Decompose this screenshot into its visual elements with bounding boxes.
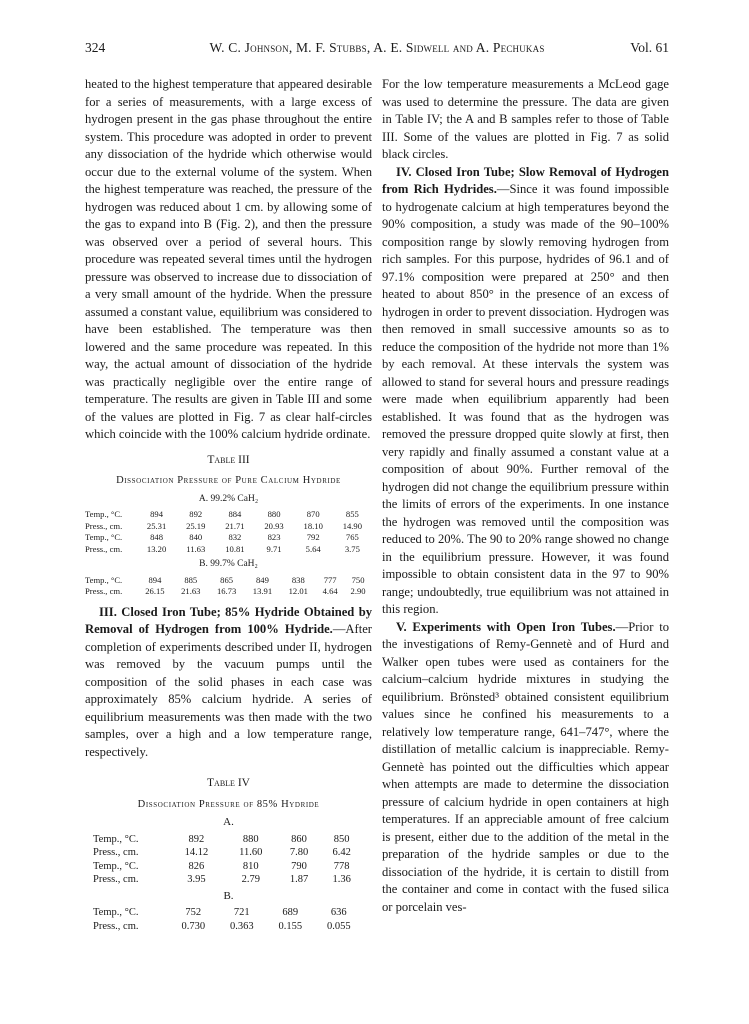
table-cell: 894 xyxy=(148,574,162,585)
volume-label: Vol. 61 xyxy=(630,40,669,55)
table-cell: 850 xyxy=(333,833,350,845)
table-cell: 750 xyxy=(351,574,365,585)
section4-paragraph xyxy=(382,164,669,619)
row-label: Temp., °C. xyxy=(93,907,139,918)
section3-text: —After completion of experiments described under II, hydrogen was removed by the vacuum pumps until the composition of the solid phases in each case was approximately 85% calcium hydride. A series of equilibrium measurements was then made with the two samples, over a high and a low temperature range, respectively. xyxy=(85,622,372,759)
table-cell: 11.63 xyxy=(186,543,206,554)
row-label: Temp., °C. xyxy=(85,532,123,542)
table-cell: 3.75 xyxy=(344,543,360,554)
table-cell: 14.90 xyxy=(342,520,363,531)
table-row xyxy=(85,509,372,521)
section4-heading: IV. Closed Iron Tube; Slow Removal of Hydrogen from Rich Hydrides. xyxy=(382,164,669,196)
table-cell: 752 xyxy=(185,907,202,918)
table-cell: 792 xyxy=(306,532,320,542)
table-cell: 20.93 xyxy=(264,520,284,531)
table-cell: 885 xyxy=(184,574,198,585)
running-header xyxy=(85,40,669,60)
row-label: Press., cm. xyxy=(85,586,123,596)
table-row xyxy=(85,521,372,533)
table3-section-a: A. 99.2% CaH₂ xyxy=(198,493,259,504)
page-number: 324 xyxy=(85,40,106,55)
table4-section-a: A. xyxy=(223,816,234,828)
table-cell: 892 xyxy=(189,509,203,519)
table-cell: 848 xyxy=(150,532,164,542)
row-label: Temp., °C. xyxy=(93,833,139,845)
table-cell: 880 xyxy=(242,833,259,845)
table-cell: 790 xyxy=(291,860,307,872)
section5-heading: V. Experiments with Open Iron Tubes. xyxy=(396,619,616,634)
table-cell: 0.055 xyxy=(326,920,351,932)
table-cell: 823 xyxy=(267,532,281,542)
table-cell: 880 xyxy=(267,509,281,519)
table-cell: 870 xyxy=(306,509,320,519)
table-cell: 14.12 xyxy=(184,847,209,858)
table-cell: 838 xyxy=(291,574,305,585)
table-cell: 26.15 xyxy=(145,586,165,596)
table4-subtitle: Dissociation Pressure of 85% Hydride xyxy=(137,798,320,810)
table3-part-a xyxy=(85,509,372,555)
table-cell: 13.20 xyxy=(146,543,167,554)
table-cell: 0.730 xyxy=(181,920,206,932)
table-cell: 849 xyxy=(256,574,269,585)
table-row xyxy=(85,532,372,544)
right-paragraph-1: For the low temperature measurements a McLeod gage was used to determine the pressure. The data are given in Table IV; the A and B samples refer to those of Table III. Some of the values are plotted in Fig. 7 as solid black circles. xyxy=(382,77,669,161)
table-cell: 9.71 xyxy=(266,543,282,554)
table-cell: 0.363 xyxy=(229,920,254,932)
row-label: Press., cm. xyxy=(93,920,139,932)
table-cell: 689 xyxy=(282,907,299,918)
table-cell: 2.90 xyxy=(350,586,366,596)
section4-text: —Since it was found impossible to hydrogenate calcium at high temperatures beyond the 90% composition, a study was made of the 90–100% composition range by slowly removing hydrogen from rich samples. For this purpose, hydrides of 96.1 and of 97.1% composition were prepared at 250° and then heated to about 850° in the presence of an excess of hydrogen in order to prevent dissociation. Hydrogen was then removed in small successive amounts so as to reduce the composition of the hydride not more than 1% by each removal. At these intervals the system was allowed to stand for several hours and pressure readings were made when equilibrium apparently had been established. It was found that as the hydrogen was removed the pressure dropped quite slowly at first, then very rapidly and finally assumed a constant value at a composition of about 90%. Further removal of the hydrogen did not change the equilibrium pressure within the limits of errors of the experiments. In one instance the hydrogen was removed until the composition was reduced to 20%. The 90 to 20% range showed no change in the equilibrium pressure. However, it was found impossible to obtain consistent data in the 97 to 90% range; undoubtedly, true equilibrium was not attained in this region. xyxy=(382,182,669,616)
row-label: Press., cm. xyxy=(93,874,139,885)
table-cell: 7.80 xyxy=(289,847,309,858)
table-cell: 860 xyxy=(291,833,307,845)
row-label: Press., cm. xyxy=(85,543,123,554)
table-cell: 777 xyxy=(323,574,337,585)
row-label: Press., cm. xyxy=(93,847,139,858)
table-cell: 865 xyxy=(220,574,234,585)
table-cell: 892 xyxy=(188,833,205,845)
section3-paragraph xyxy=(85,604,372,762)
table-cell: 721 xyxy=(233,907,250,918)
table-cell: 3.95 xyxy=(187,874,206,885)
section5-text: —Prior to the investigations of Remy-Gennetè and of Hurd and Walker open tubes were used as containers for the calcium–calcium hydride mixtures in studying the equilibrium. Brönsted³ obtained consistent equilibrium values since he confined his measurements to a relatively low temperature range, 641–747°, where the distillation of metallic calcium is inappreciable. Remy-Gennetè has pointed out the difficulties which appear when attempts are made to determine the dissociation pressure of calcium hydride in open containers at high temperatures. If an appreciable amount of free calcium is present, either due to the addition of the metal in the preparation of the hydride samples or due to the dissociation of the hydride, it is certain to distill from the container and come in contact with the fused silica or porcelain ves- xyxy=(382,619,669,914)
table3-subtitle: Dissociation Pressure of Pure Calcium Hydride xyxy=(116,475,341,486)
table-row xyxy=(85,544,372,556)
right-column xyxy=(382,76,669,916)
table-cell: 840 xyxy=(189,532,203,542)
table-cell: 0.155 xyxy=(278,920,303,932)
table-cell: 12.01 xyxy=(288,586,308,596)
table3-section-b: B. 99.7% CaH₂ xyxy=(199,559,258,569)
table-cell: 1.87 xyxy=(289,874,309,885)
table-row xyxy=(93,833,363,847)
table4-part-b xyxy=(93,906,363,933)
table-cell: 6.42 xyxy=(332,847,351,858)
left-paragraph-1: heated to the highest temperature that appeared desirable for a series of measurements, with a large excess of hydrogen present in the gas phase throughout the entire system. This procedure was adopted in order to prevent any dissociation of the hydride which otherwise would occur due to the external volume of the system. When the highest temperature was reached, the pressure of the hydrogen was reduced about 1 cm. by allowing some of the gas to expand into B (Fig. 2), and then the pressure was observed over a period of several hours. This procedure was repeated several times until the hydrogen pressure was observed to increase due to dissociation of a very small amount of the hydride. When the pressure assumed a constant value, equilibrium was considered to have been established. The temperature was then lowered and the same procedure was repeated. In this way, the actual amount of dissociation of the hydride was practically negligible over the entire range of temperature. The results are given in Table III and some of the values are plotted in Fig. 7 as clear half-circles which coincide with the 100% calcium hydride ordinate. xyxy=(85,77,372,441)
table3-caption: Table III xyxy=(207,453,250,466)
table-cell: 810 xyxy=(242,860,259,872)
table-cell: 832 xyxy=(228,532,242,542)
table-row xyxy=(93,860,363,874)
table-cell: 25.19 xyxy=(186,520,206,531)
table-cell: 855 xyxy=(345,509,359,519)
table4-section-b: B. xyxy=(223,889,234,902)
section5-paragraph xyxy=(382,619,669,917)
table-cell: 10.81 xyxy=(225,543,245,554)
table-row xyxy=(93,873,363,887)
table-cell: 5.64 xyxy=(305,543,321,554)
table-cell: 765 xyxy=(345,532,359,542)
table4-caption: Table IV xyxy=(207,777,250,789)
table3-part-b xyxy=(85,575,372,598)
row-label: Temp., °C. xyxy=(85,509,123,519)
table-cell: 21.71 xyxy=(225,520,245,531)
table-row xyxy=(85,586,372,598)
table-cell: 18.10 xyxy=(303,520,323,531)
table-cell: 16.73 xyxy=(216,586,237,596)
table-row xyxy=(93,906,363,920)
row-label: Press., cm. xyxy=(85,520,123,531)
table-cell: 894 xyxy=(150,509,164,519)
table-cell: 778 xyxy=(333,860,350,872)
table-row xyxy=(93,846,363,860)
table-cell: 826 xyxy=(188,860,205,872)
table-cell: 884 xyxy=(228,509,242,519)
table-cell: 636 xyxy=(330,907,347,918)
table4-part-a xyxy=(93,833,363,887)
authors-line: W. C. Johnson, M. F. Stubbs, A. E. Sidwell and A. Pechukas xyxy=(209,40,545,55)
row-label: Temp., °C. xyxy=(85,574,123,585)
table-cell: 4.64 xyxy=(322,586,338,596)
left-column xyxy=(85,76,372,933)
table-cell: 11.60 xyxy=(239,847,263,858)
table-cell: 25.31 xyxy=(146,520,167,531)
table-row xyxy=(85,575,372,587)
row-label: Temp., °C. xyxy=(93,860,139,872)
section3-heading: III. Closed Iron Tube; 85% Hydride Obtained by Removal of Hydrogen from 100% Hydride. xyxy=(85,604,372,636)
table-row xyxy=(93,920,363,934)
table-cell: 21.63 xyxy=(181,586,201,596)
table-cell: 1.36 xyxy=(332,874,351,885)
table-cell: 13.91 xyxy=(252,586,273,596)
table-cell: 2.79 xyxy=(241,874,260,885)
